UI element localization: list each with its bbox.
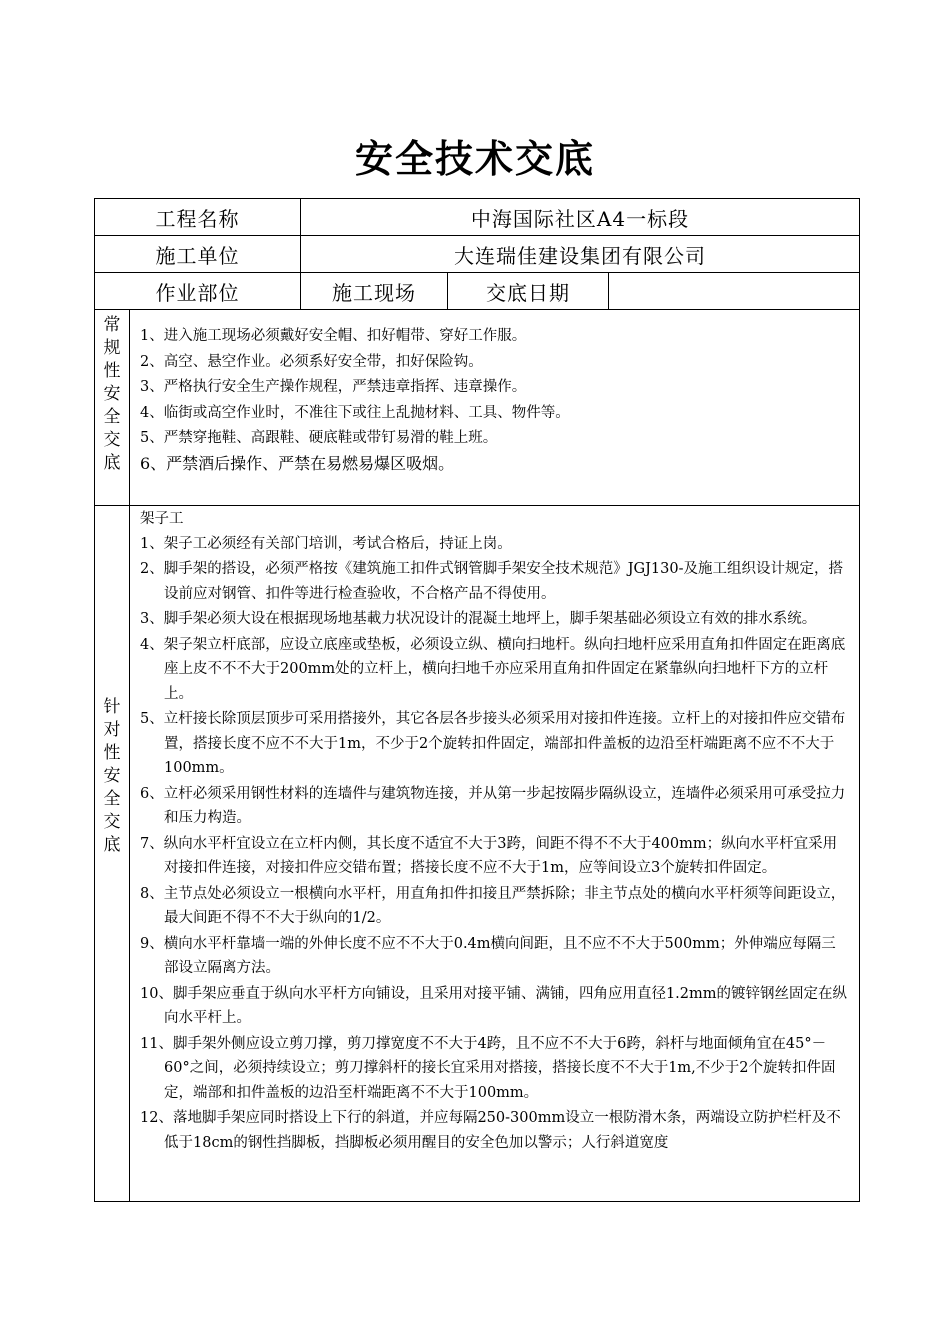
- general-safety-row: [95, 310, 860, 506]
- construction-unit-label: 施工单位: [95, 236, 301, 273]
- general-safety-side-label: [95, 310, 130, 506]
- list-item: 5、立杆接长除顶层顶步可采用搭接外，其它各层各步接头必须采用对接扣件连接。立杆上的对接扣件应交错布置，搭接长度不应不不大于1m，不少于2个旋转扣件固定，端部扣件盖板的边沿至杆端距离不应不不大于100mm。: [140, 711, 846, 776]
- side-label-char: 常: [103, 315, 121, 335]
- list-item: 8、主节点处必须设立一根横向水平杆，用直角扣件扣接且严禁拆除；非主节点处的横向水平杆须等间距设立，最大间距不得不不大于纵向的1/2。: [140, 885, 846, 926]
- list-item: 2、高空、悬空作业。必须系好安全带，扣好保险钩。: [140, 353, 483, 370]
- side-label-char: 底: [103, 835, 121, 855]
- unit-row: [95, 236, 860, 273]
- side-label-char: 规: [103, 338, 121, 358]
- project-row: [95, 199, 860, 236]
- specific-safety-row: [95, 506, 860, 1202]
- list-item: 2、脚手架的搭设，必须严格按《建筑施工扣件式钢管脚手架安全技术规范》JGJ130-及施工组织设计规定，搭设前应对钢管、扣件等进行检查验收，不合格产品不得使用。: [140, 561, 844, 602]
- specific-safety-content: [130, 506, 860, 1202]
- list-item: 11、脚手架外侧应设立剪刀撑，剪刀撑宽度不不大于4跨，且不应不不大于6跨，斜杆与地面倾角宜在45°－60°之间，必须持续设立；剪刀撑斜杆的接长宜采用对搭接，搭接长度不不大于1m,不少于2个旋转扣件固定，端部和扣件盖板的边沿至杆端距离不不大于100mm。: [140, 1035, 836, 1101]
- side-label-char: 安: [103, 766, 121, 786]
- list-item: 4、临街或高空作业时，不准往下或往上乱抛材料、工具、物件等。: [140, 404, 570, 421]
- disclosure-date-value: [609, 273, 860, 310]
- side-label-char: 底: [103, 453, 121, 473]
- list-item: 7、纵向水平杆宜设立在立杆内侧，其长度不适宜不大于3跨，间距不得不不大于400mm；纵向水平杆宜采用对接扣件连接，对接扣件应交错布置；搭接长度不应不大于1m，应等间设立3个旋转扣件固定。: [140, 835, 838, 876]
- list-item: 6、立杆必须采用钢性材料的连墙件与建筑物连接，并从第一步起按隔步隔纵设立，连墙件必须采用可承受拉力和压力构造。: [140, 785, 846, 826]
- page-title: 安全技术交底: [354, 136, 595, 181]
- disclosure-date-label: 交底日期: [448, 273, 609, 310]
- list-item: 3、脚手架必须大设在根据现场地基載力状况设计的混凝土地坪上，脚手架基础必须设立有效的排水系统。: [140, 611, 817, 627]
- side-label-char: 针: [103, 697, 121, 717]
- disclosure-table: [94, 198, 860, 1202]
- work-location-value: 施工现场: [301, 273, 448, 310]
- list-item: 1、进入施工现场必须戴好安全帽、扣好帽带、穿好工作服。: [140, 328, 527, 344]
- specific-heading: 架子工: [140, 511, 184, 527]
- project-name-label: 工程名称: [95, 199, 301, 236]
- side-label-char: 全: [103, 407, 121, 427]
- list-item: 12、落地脚手架应同时搭设上下行的斜道，并应每隔250-300mm设立一根防滑木条，两端设立防护栏杆及不低于18cm的钢性挡脚板，挡脚板必须用醒目的安全色加以警示；人行斜道宽度: [140, 1110, 841, 1151]
- list-item: 5、严禁穿拖鞋、高跟鞋、硬底鞋或带钉易滑的鞋上班。: [140, 430, 498, 446]
- side-label-char: 性: [103, 361, 121, 381]
- side-label-char: 性: [103, 743, 121, 763]
- side-label-char: 交: [103, 430, 121, 450]
- specific-safety-side-label: [95, 506, 130, 1202]
- work-location-label: 作业部位: [95, 273, 301, 310]
- general-safety-content: [130, 310, 860, 506]
- location-row: [95, 273, 860, 310]
- list-item: 3、严格执行安全生产操作规程，严禁违章指挥、违章操作。: [140, 379, 527, 395]
- list-item: 1、架子工必须经有关部门培训，考试合格后，持证上岗。: [140, 535, 512, 552]
- side-label-char: 安: [103, 384, 121, 404]
- list-item: 10、脚手架应垂直于纵向水平杆方向铺设，且采用对接平铺、满铺，四角应用直径1.2mm的镀锌钢丝固定在纵向水平杆上。: [140, 985, 848, 1026]
- list-item: 6、严禁酒后操作、严禁在易燃易爆区吸烟。: [140, 453, 455, 473]
- list-item: 9、横向水平杆靠墙一端的外伸长度不应不不大于0.4m横向间距，且不应不不大于500mm；外伸端应每隔三部设立隔离方法。: [140, 935, 836, 976]
- project-name-value: 中海国际社区A4一标段: [301, 199, 860, 236]
- side-label-char: 对: [103, 720, 121, 740]
- construction-unit-value: 大连瑞佳建设集团有限公司: [301, 236, 860, 273]
- side-label-char: 全: [103, 789, 121, 809]
- side-label-char: 交: [103, 812, 121, 832]
- list-item: 4、架子架立杆底部，应设立底座或垫板，必须设立纵、横向扫地杆。纵向扫地杆应采用直角扣件固定在距离底座上皮不不不大于200mm处的立杆上，横向扫地千亦应采用直角扣件固定在紧靠纵向扫地杆下方的立杆上。: [140, 636, 846, 702]
